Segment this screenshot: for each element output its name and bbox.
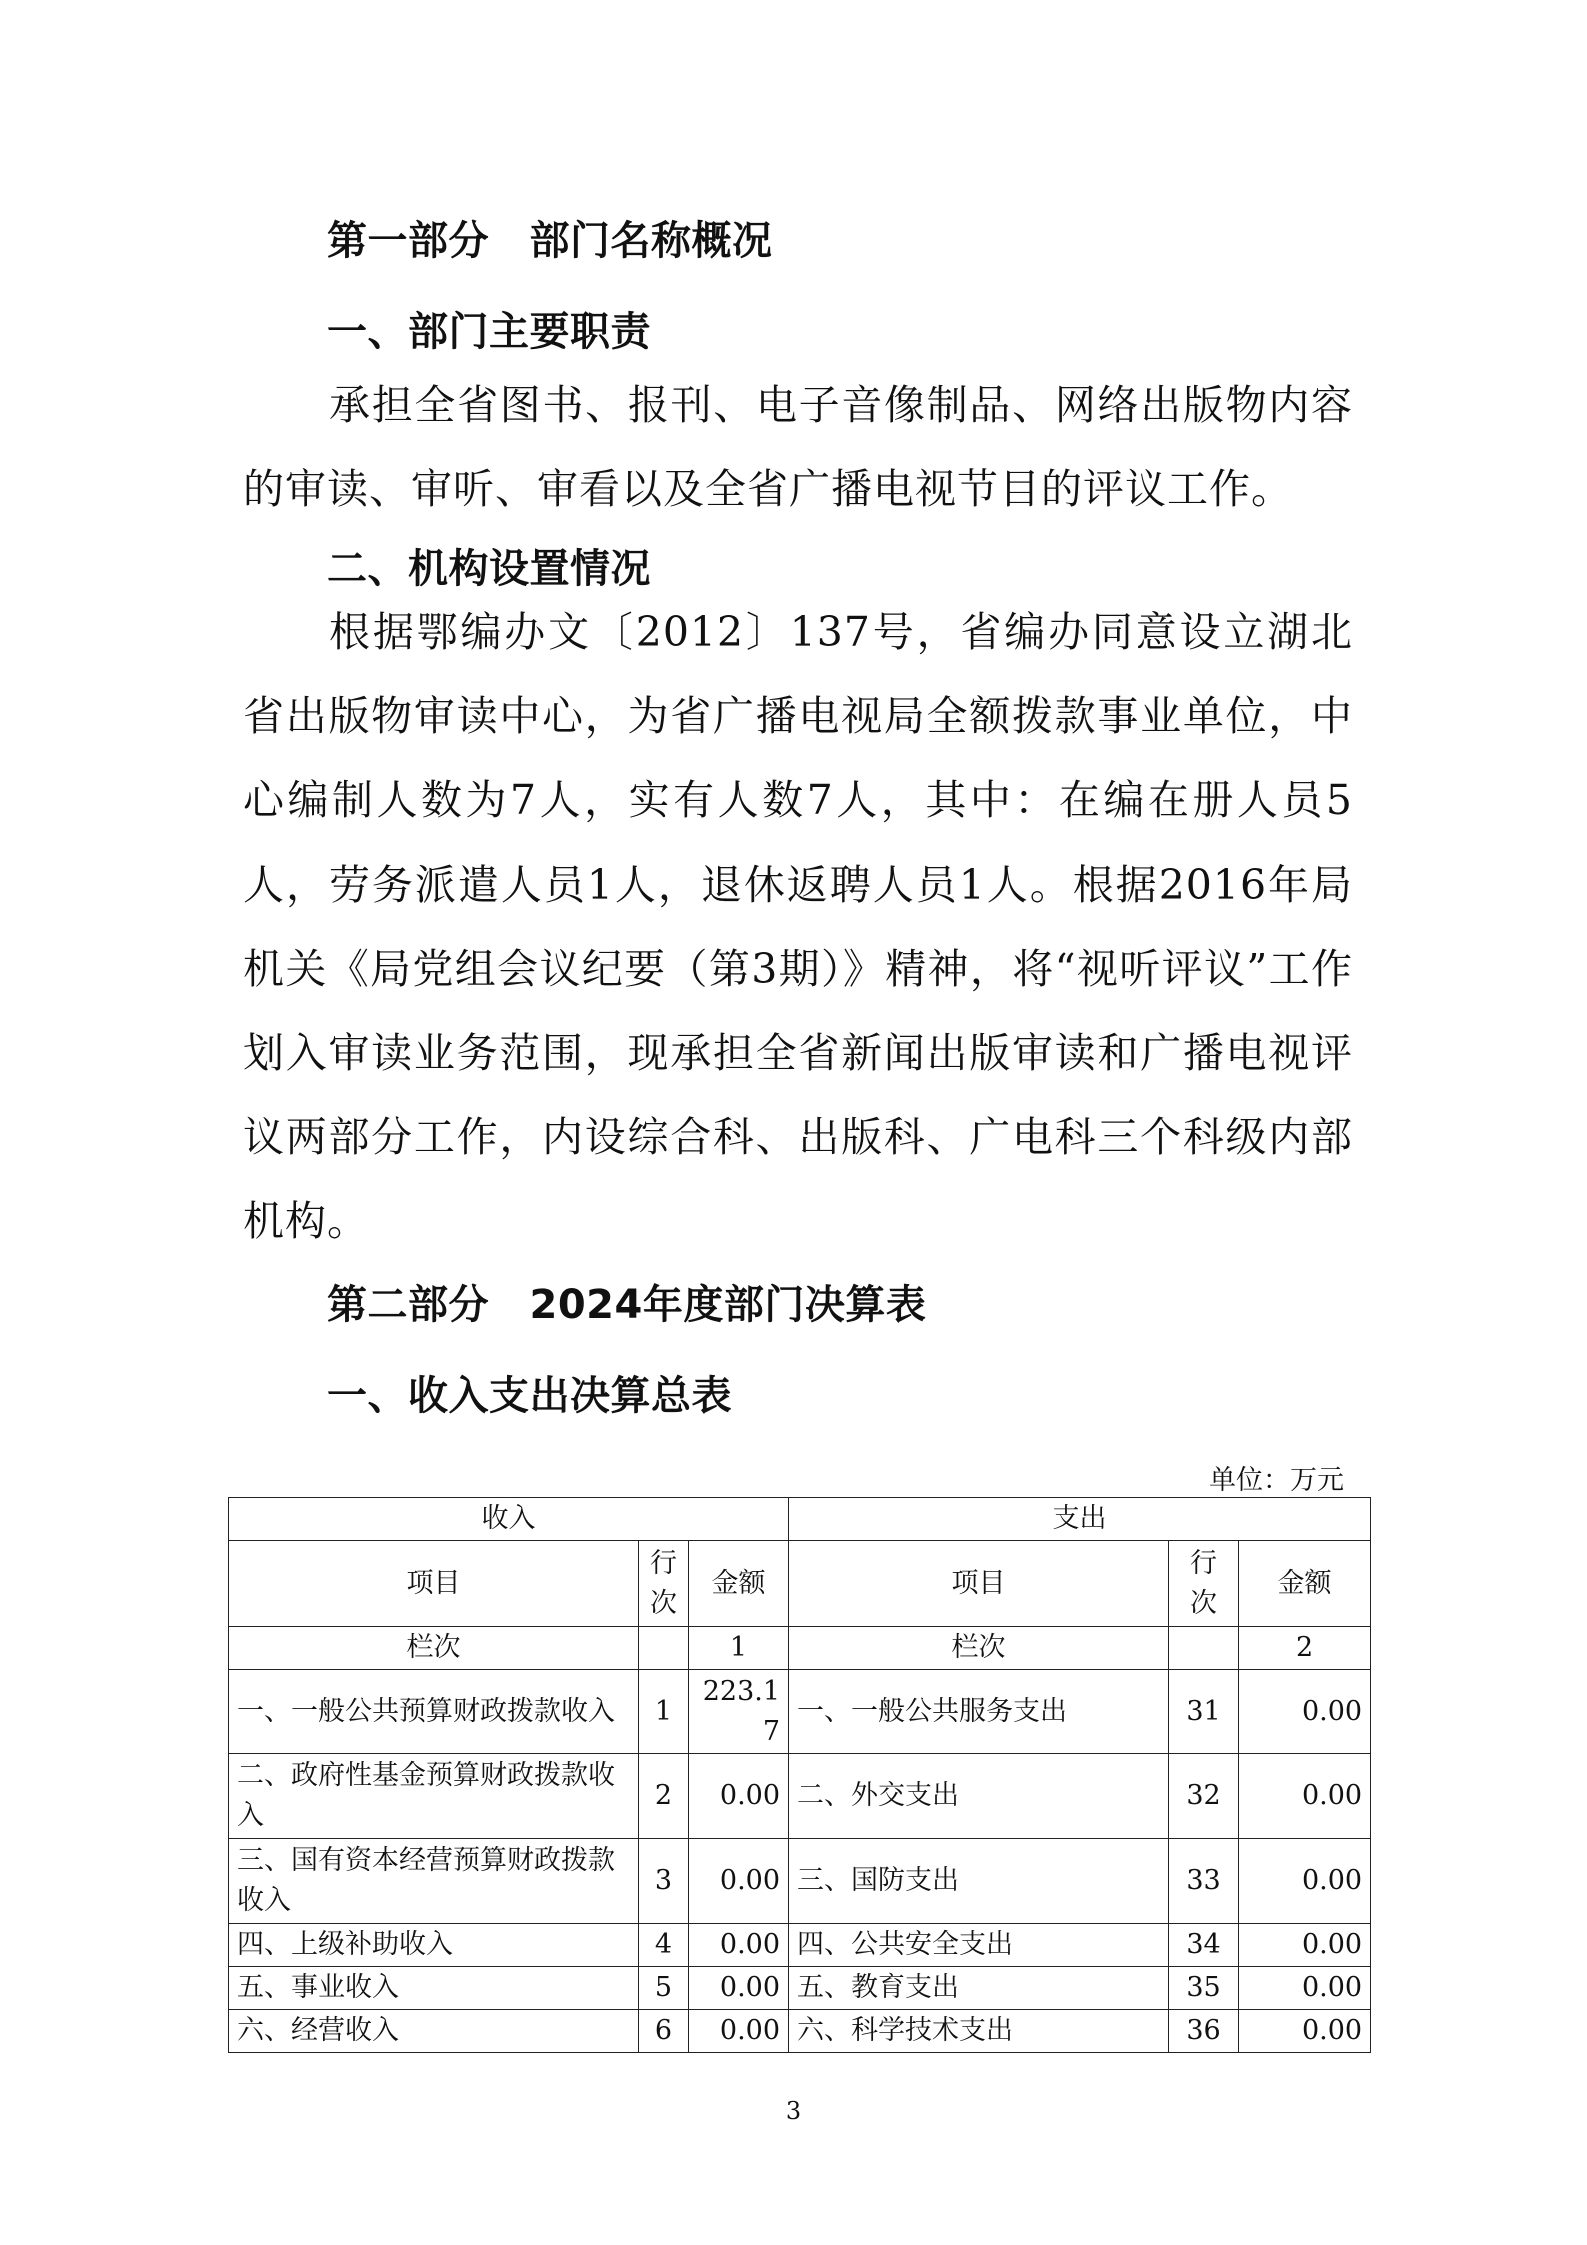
expense-item: 二、外交支出 bbox=[789, 1754, 1169, 1839]
table-row bbox=[229, 1670, 1371, 1754]
income-amount: 0.00 bbox=[689, 1754, 789, 1839]
section2-title: 二、机构设置情况 bbox=[327, 546, 651, 592]
income-line: 3 bbox=[639, 1839, 689, 1924]
expense-item-header: 项目 bbox=[789, 1541, 1169, 1627]
section2-text: 根据鄂编办文〔2012〕137号，省编办同意设立湖北省出版物审读中心，为省广播电视局全额拨款事业单位，中心编制人数为7人，实有人数7人，其中：在编在册人员5人，劳务派遣人员1人，退休返聘人员1人。根据2016年局机关《局党组会议纪要（第3期）》精神，将“视听评议”工作划入审读业务范围，现承担全省新闻出版审读和广播电视评议两部分工作，内设综合科、出版科、广电科三个科级内部机构。 bbox=[243, 608, 1353, 1246]
income-line: 5 bbox=[639, 1967, 689, 2010]
table-index-row bbox=[229, 1627, 1371, 1670]
income-line: 4 bbox=[639, 1924, 689, 1967]
income-item-header: 项目 bbox=[229, 1541, 639, 1627]
expense-item: 三、国防支出 bbox=[789, 1839, 1169, 1924]
expense-line: 35 bbox=[1169, 1967, 1239, 2010]
income-amount: 0.00 bbox=[689, 2010, 789, 2053]
table-row bbox=[229, 2010, 1371, 2053]
income-amount-header: 金额 bbox=[689, 1541, 789, 1627]
income-line: 2 bbox=[639, 1754, 689, 1839]
table-row bbox=[229, 1967, 1371, 2010]
unit-label: 单位：万元 bbox=[1209, 1465, 1344, 1496]
page-number: 3 bbox=[785, 2097, 802, 2125]
table-title: 一、收入支出决算总表 bbox=[327, 1373, 732, 1419]
income-line-header: 行次 bbox=[639, 1541, 689, 1627]
expense-index-number: 2 bbox=[1239, 1627, 1371, 1670]
expense-line: 32 bbox=[1169, 1754, 1239, 1839]
expense-line: 31 bbox=[1169, 1670, 1239, 1754]
expense-item: 六、科学技术支出 bbox=[789, 2010, 1169, 2053]
expense-item: 四、公共安全支出 bbox=[789, 1924, 1169, 1967]
expense-index-label: 栏次 bbox=[789, 1627, 1169, 1670]
income-item: 一、一般公共预算财政拨款收入 bbox=[229, 1670, 639, 1754]
expense-line: 34 bbox=[1169, 1924, 1239, 1967]
part2-title: 第二部分 2024年度部门决算表 bbox=[327, 1282, 927, 1328]
income-item: 四、上级补助收入 bbox=[229, 1924, 639, 1967]
income-item: 五、事业收入 bbox=[229, 1967, 639, 2010]
section1-title: 一、部门主要职责 bbox=[327, 309, 651, 355]
section2-paragraph bbox=[243, 590, 1353, 1264]
expense-index-line bbox=[1169, 1627, 1239, 1670]
income-line: 1 bbox=[639, 1670, 689, 1754]
income-expense-table bbox=[228, 1497, 1371, 2053]
table-section-header-row bbox=[229, 1498, 1371, 1541]
expense-line: 36 bbox=[1169, 2010, 1239, 2053]
income-item: 三、国有资本经营预算财政拨款收入 bbox=[229, 1839, 639, 1924]
expense-amount-header: 金额 bbox=[1239, 1541, 1371, 1627]
income-index-label: 栏次 bbox=[229, 1627, 639, 1670]
table-column-header-row bbox=[229, 1541, 1371, 1627]
table-row bbox=[229, 1839, 1371, 1924]
income-line: 6 bbox=[639, 2010, 689, 2053]
income-amount: 0.00 bbox=[689, 1839, 789, 1924]
table-row bbox=[229, 1924, 1371, 1967]
expense-amount: 0.00 bbox=[1239, 2010, 1371, 2053]
expense-amount: 0.00 bbox=[1239, 1839, 1371, 1924]
income-index-number: 1 bbox=[689, 1627, 789, 1670]
expense-amount: 0.00 bbox=[1239, 1967, 1371, 2010]
income-item: 六、经营收入 bbox=[229, 2010, 639, 2053]
expense-line: 33 bbox=[1169, 1839, 1239, 1924]
section1-text: 承担全省图书、报刊、电子音像制品、网络出版物内容的审读、审听、审看以及全省广播电视节目的评议工作。 bbox=[243, 381, 1353, 514]
income-amount: 0.00 bbox=[689, 1924, 789, 1967]
income-index-line bbox=[639, 1627, 689, 1670]
income-amount: 0.00 bbox=[689, 1967, 789, 2010]
income-header: 收入 bbox=[229, 1498, 789, 1541]
table-row bbox=[229, 1754, 1371, 1839]
section1-paragraph bbox=[243, 363, 1353, 531]
expense-item: 五、教育支出 bbox=[789, 1967, 1169, 2010]
income-item: 二、政府性基金预算财政拨款收入 bbox=[229, 1754, 639, 1839]
expense-amount: 0.00 bbox=[1239, 1924, 1371, 1967]
income-amount: 223.17 bbox=[689, 1670, 789, 1754]
expense-line-header: 行次 bbox=[1169, 1541, 1239, 1627]
expense-header: 支出 bbox=[789, 1498, 1371, 1541]
expense-amount: 0.00 bbox=[1239, 1754, 1371, 1839]
expense-item: 一、一般公共服务支出 bbox=[789, 1670, 1169, 1754]
expense-amount: 0.00 bbox=[1239, 1670, 1371, 1754]
part1-title: 第一部分 部门名称概况 bbox=[327, 218, 773, 264]
